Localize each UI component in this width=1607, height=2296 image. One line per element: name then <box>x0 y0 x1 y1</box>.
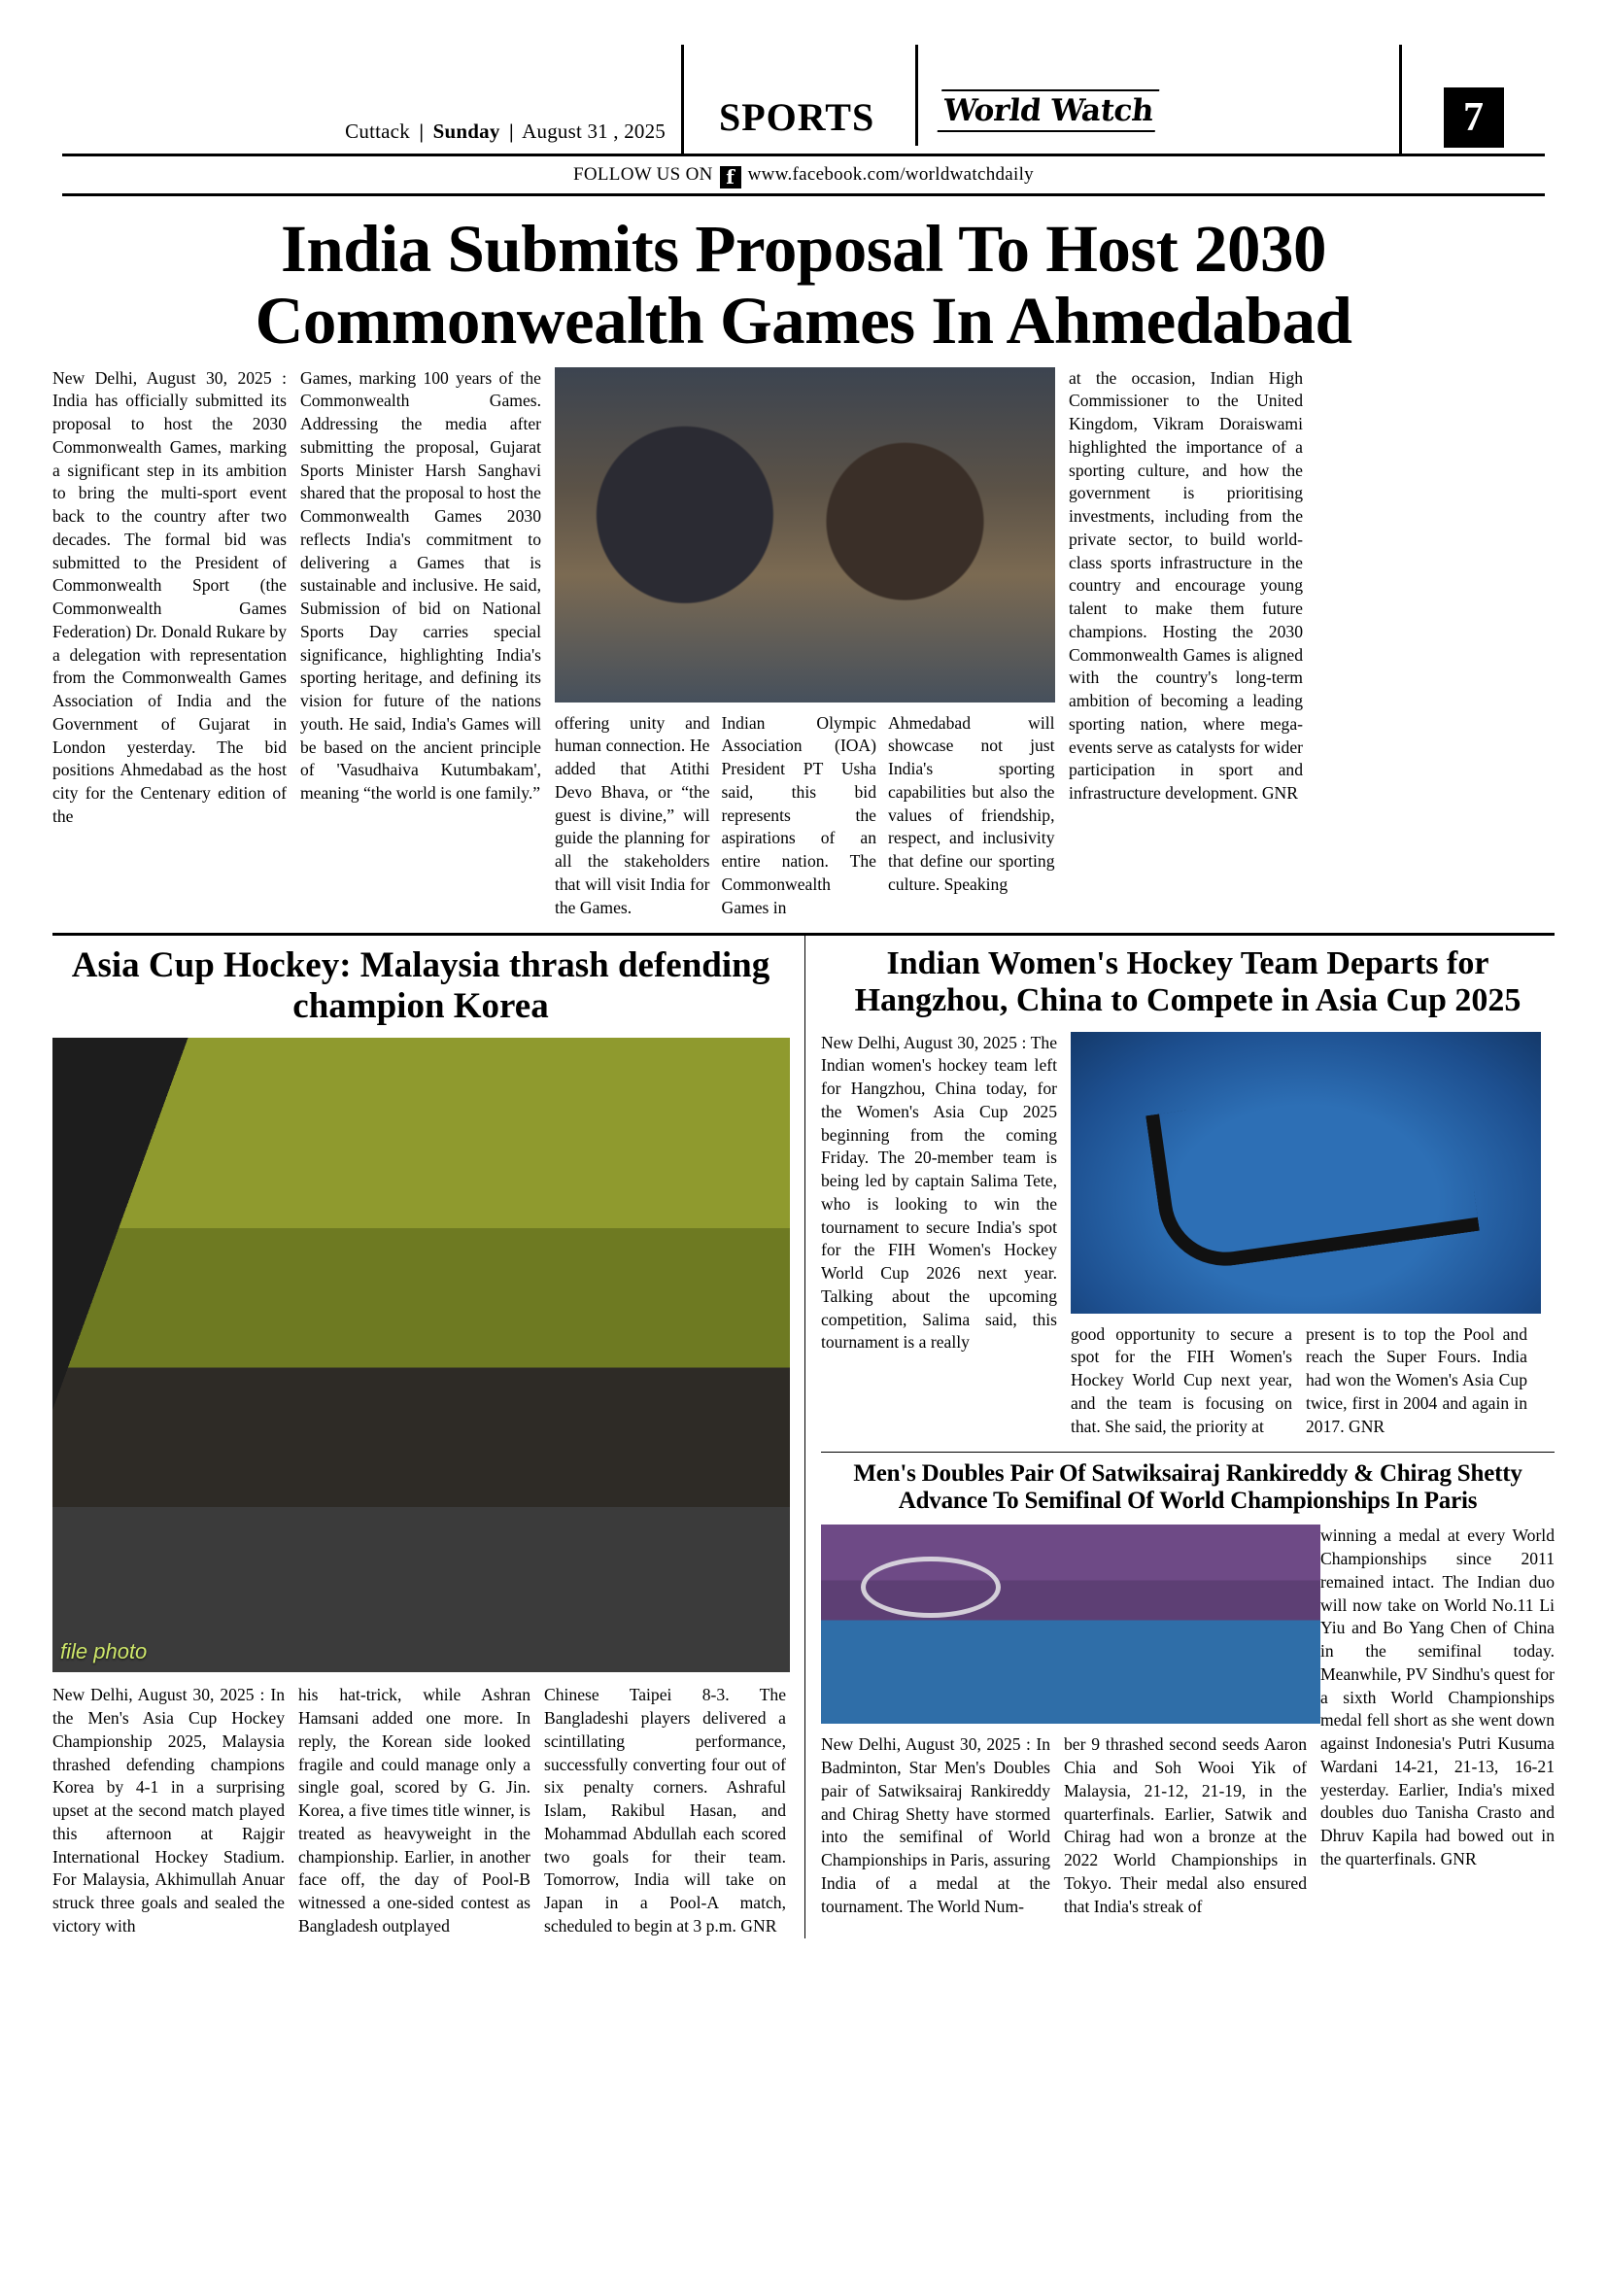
dateline-place: Cuttack <box>345 120 410 143</box>
hockey-men-headline: Asia Cup Hockey: Malaysia thrash defending champion Korea <box>71 945 770 1026</box>
story-asia-cup-hockey <box>52 936 805 1937</box>
lead-column-4: Indian Olympic Association (IOA) President PT Usha said, this bid represents the aspirations of an entire nation. The Commonwealth Games in <box>721 712 876 917</box>
masthead <box>62 45 1545 156</box>
hockey-women-column-3: present is to top the Pool and reach the Super Fours. India had won the Women's Asia Cup twice, first in 2004 and again in 2017. GNR <box>1306 1323 1527 1436</box>
follow-label: FOLLOW US ON <box>573 164 713 185</box>
lead-center-columns <box>555 712 1055 920</box>
mid-section <box>52 936 1555 1937</box>
commonwealth-sport-handover-photo <box>555 367 1055 703</box>
badminton-column-1: New Delhi, August 30, 2025 : In Badminton, Star Men's Doubles pair of Satwiksairaj Rankireddy and Chirag Shetty have stormed into the semifinal of World Championships in Paris, assuring India of a medal at the tournament. The World Num- <box>821 1734 1050 1916</box>
page-number: 7 <box>1444 87 1504 148</box>
lead-story <box>52 367 1555 920</box>
facebook-icon[interactable]: f <box>720 166 741 188</box>
hockey-stick-ball-photo <box>1071 1032 1541 1314</box>
badminton-headline: Men's Doubles Pair Of Satwiksairaj Rankireddy & Chirag Shetty Advance To Semifinal Of World Championships In Paris <box>853 1460 1522 1515</box>
badminton-block <box>821 1525 1555 1918</box>
badminton-left <box>821 1525 1320 1918</box>
lead-headline: India Submits Proposal To Host 2030 Commonwealth Games In Ahmedabad <box>255 212 1352 358</box>
lead-center-block <box>555 367 1055 920</box>
facebook-url[interactable]: www.facebook.com/worldwatchdaily <box>747 164 1034 185</box>
hockey-men-column-1: New Delhi, August 30, 2025 : In the Men's Asia Cup Hockey Championship 2025, Malaysia thrashed defending champions Korea by 4-1 in a surprising upset at the second match played this afternoon at Rajgir International Hockey Stadium. For Malaysia, Akhimullah Anuar struck three goals and sealed the victory with <box>52 1685 285 1936</box>
satwik-chirag-badminton-photo <box>821 1525 1320 1724</box>
hockey-women-column-1: New Delhi, August 30, 2025 : The Indian women's hockey team left for Hangzhou, China today, for the Women's Asia Cup 2025 beginning from the coming Friday. The 20-member team is being led by captain Salima Tete, who is looking to win the tournament to secure India's spot for the FIH Women's Hockey World Cup 2026 next year. Talking about the upcoming competition, Salima said, this tournament is a really <box>821 1032 1057 1353</box>
lead-column-5: Ahmedabad will showcase not just India's sporting capabilities but also the values of friendship, respect, and inclusivity that define our sporting culture. Speaking <box>888 712 1055 894</box>
lead-column-1: New Delhi, August 30, 2025 : India has officially submitted its proposal to host the 2030 Commonwealth Games, marking a significant step in its ambition to bring the multi-sport event back to the country after two decades. The formal bid was submitted to the President of Commonwealth Sport (the Commonwealth Games Federation) Dr. Donald Rukare by a delegation with representation from the Commonwealth Games Association of India and the Government of Gujarat in London yesterday. The bid positions Ahmedabad as the host city for the Centenary edition of the <box>52 367 287 826</box>
lead-column-2: Games, marking 100 years of the Commonwealth Games. Addressing the media after submitting the proposal, Gujarat Sports Minister Harsh Sanghavi shared that the proposal to host the Commonwealth Games 2030 reflects India's commitment to delivering a Games that is sustainable and inclusive. He said, Submission of bid on National Sports Day carries special significance, highlighting India's sporting heritage, and defining its vision for future of the nations youth. He said, India's Games will be based on the ancient principle of 'Vasudhaiva Kutumbakam', meaning “the world is one family.” <box>300 367 541 804</box>
dateline-sep-2: | <box>509 120 514 143</box>
hockey-men-column-2: his hat-trick, while Ashran Hamsani added one more. In reply, the Korean side looked fragile and could manage only a single goal, scored by G. Jin. Korea, a five times title winner, is treated as heavyweight in the championship. Earlier, in another face off, the day of Pool-B witnessed a one-sided contest as Bangladesh outplayed <box>298 1685 530 1936</box>
badminton-columns <box>821 1733 1307 1918</box>
hockey-women-column-2: good opportunity to secure a spot for the FIH Women's Hockey World Cup next year, and the team is focusing on that. She said, the priority at <box>1071 1323 1292 1436</box>
malaysia-korea-hockey-photo <box>52 1038 790 1672</box>
section-title: SPORTS <box>719 95 875 139</box>
badminton-column-2: ber 9 thrashed second seeds Aaron Chia and Soh Wooi Yik of Malaysia, 21-12, 21-19, in the quarterfinals. Earlier, Satwik and Chirag had won a bronze at the 2022 World Championships in Tokyo. Their medal also ensured that India's streak of <box>1064 1734 1307 1916</box>
follow-bar <box>62 156 1545 196</box>
dateline-sep-1: | <box>419 120 425 143</box>
right-column-stack <box>805 936 1555 1937</box>
hockey-men-columns <box>52 1684 789 1937</box>
hockey-women-bottom-columns <box>1071 1323 1541 1439</box>
section-divider-2 <box>821 1452 1555 1453</box>
photo-caption: file photo <box>60 1639 148 1664</box>
hockey-men-column-3: Chinese Taipei 8-3. The Bangladeshi players delivered a scintillating performance, successfully converting four out of six penalty corners. Ashraful Islam, Rakibul Hasan, and Mohammad Abdullah each scored two goals for their team. Tomorrow, India will take on Japan in a Pool-A match, scheduled to begin at 3 p.m. GNR <box>544 1685 786 1936</box>
hockey-women-headline: Indian Women's Hockey Team Departs for Hangzhou, China to Compete in Asia Cup 2025 <box>854 945 1522 1019</box>
dateline <box>345 120 681 144</box>
hockey-women-photo-wrap <box>1071 1032 1541 1439</box>
badminton-column-3: winning a medal at every World Championships since 2011 remained intact. The Indian duo will now take on World No.11 Li Yiu and Bo Yang Chen of China in the semifinal today. Meanwhile, PV Sindhu's quest for a sixth World Championships medal fell short as she went down against Indonesia's Putri Kusuma Wardani 14-21, 21-13, 16-21 yesterday. Earlier, India's mixed doubles duo Tanisha Crasto and Dhruv Kapila had bowed out in the quarterfinals. GNR <box>1320 1525 1555 1868</box>
masthead-center <box>684 45 1399 154</box>
logo-container <box>915 45 1179 146</box>
dateline-day: Sunday <box>432 120 500 143</box>
masthead-left <box>62 45 684 154</box>
lead-column-3: offering unity and human connection. He added that Atithi Devo Bhava, or “the guest is divine,” will guide the planning for all the stakeholders that will visit India for the Games. <box>555 712 710 917</box>
lead-column-6: at the occasion, Indian High Commissioner to the United Kingdom, Vikram Doraiswami highlighted the importance of a sporting culture, and how the government is prioritising investments, including from the private sector, to build world-class sports infrastructure in the country and encourage young talent to make them future champions. Hosting the 2030 Commonwealth Games is aligned with the country's long-term ambition of becoming a leading sporting nation, where mega-events serve as catalysts for wider participation in sport and infrastructure development. GNR <box>1069 367 1303 804</box>
world-watch-logo: World Watch <box>938 89 1160 132</box>
masthead-right <box>1399 45 1545 154</box>
hockey-women-top <box>821 1032 1555 1439</box>
dateline-date: August 31 , 2025 <box>522 120 666 143</box>
